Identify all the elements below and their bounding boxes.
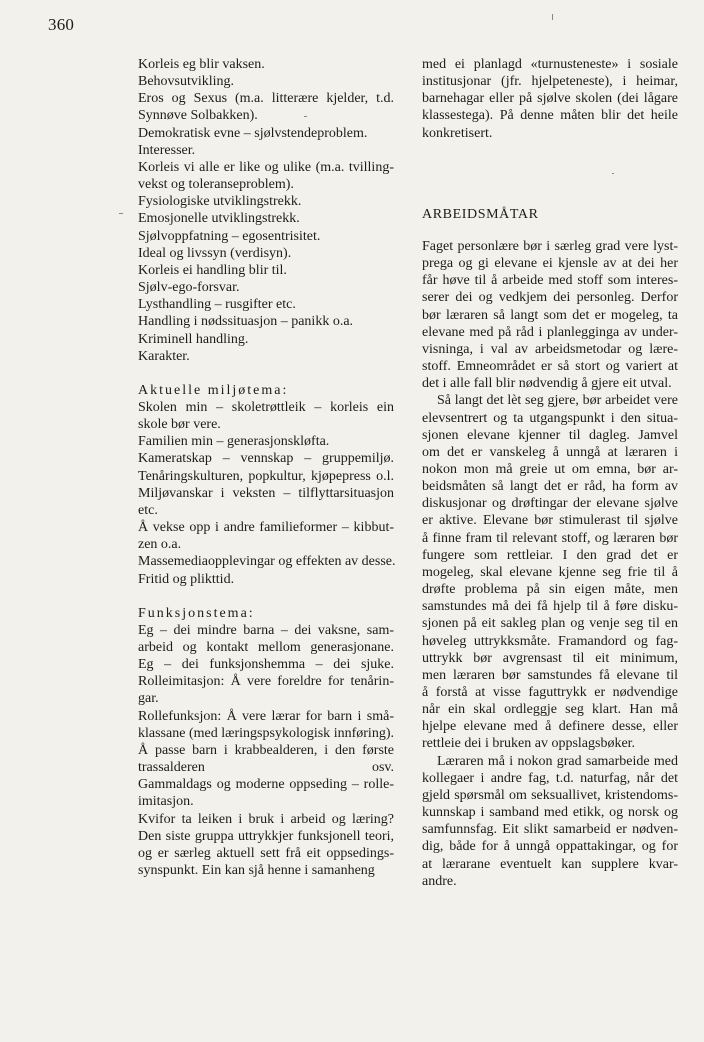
heading-aktuelle-miljotema: Aktuelle miljøtema:: [138, 382, 289, 398]
topic-line: Korleis ei handling blir til.: [138, 262, 287, 278]
topic-line: Sjølv-ego-forsvar.: [138, 280, 240, 296]
heading-funksjonstema: Funksjonstema:: [138, 605, 255, 621]
paragraph-line: kunnskap i samband med etikk, og norsk og: [422, 805, 678, 821]
left-column: [138, 56, 394, 879]
funksjon-line: gar.: [138, 691, 159, 707]
paragraph-line: hjelpe elevane med å definere desse, eller: [422, 719, 678, 735]
paragraph-line: serer dei og vedkjem dei personleg. Derfor: [422, 290, 678, 306]
paragraph-line: at lærarane eventuelt kan supplere kvar-: [422, 856, 678, 872]
funksjon-line: Gammaldags og moderne oppseding – rolle-: [138, 777, 394, 793]
paragraph-line: elevsentrert og ta utgangspunkt i den situa-: [422, 410, 678, 426]
stray-mark: [119, 213, 123, 214]
miljo-line: Skolen min – skoletrøttleik – korleis ein: [138, 399, 394, 415]
paragraph-line: mogeleg, skal elevane kjenne seg frie til å: [422, 564, 678, 580]
miljo-line: Kameratskap – vennskap – gruppemiljø.: [138, 451, 394, 467]
funksjon-line: trassalderen osv.: [138, 760, 394, 776]
topic-line: Kriminell handling.: [138, 331, 249, 347]
intro-line: institusjonar (jfr. hjelpeteneste), i heimar,: [422, 74, 678, 90]
topic-line: Emosjonelle utviklingstrekk.: [138, 211, 300, 227]
paragraph-line: andre.: [422, 873, 457, 889]
spacer: [138, 588, 394, 605]
stray-mark: [612, 173, 614, 174]
paragraph-line: samfunnsfag. Eit slikt samarbeid er nødven-: [422, 822, 678, 838]
paragraph-line: beidsmåten så langt det er råd, ha form av: [422, 479, 678, 495]
paragraph-3: [422, 753, 678, 890]
topic-line: Sjølvoppfatning – egosentrisitet.: [138, 228, 321, 244]
topic-line: Handling i nødssituasjon – panikk o.a.: [138, 314, 354, 330]
topic-line: Korleis vi alle er like og ulike (m.a. tvilling-: [138, 159, 394, 175]
miljo-line: Massemediaopplevingar og effekten av desse.: [138, 554, 396, 570]
paragraph-line: får høve til å arbeide med stoff som interes-: [422, 273, 678, 289]
paragraph-1: [422, 238, 678, 392]
paragraph-line: rettleie dei i bruken av oppslagsbøker.: [422, 736, 636, 752]
paragraph-line: gjeld spørsmål om seksuallivet, kristendoms-: [422, 787, 678, 803]
intro-line: klassestega). På denne måten blir det heile: [422, 108, 678, 124]
paragraph-line: prega og gi elevane ei kjensle av at dei her: [422, 256, 678, 272]
paragraph-line: diskusjonar og drøftingar der elevane sjølve: [422, 496, 678, 512]
paragraph-line: det i alle fall blir nødvendig å gjere eit utval.: [422, 376, 672, 392]
paragraph-line: dig, både for å unngå oppattakingar, og for: [422, 839, 678, 855]
page-number: 360: [48, 15, 75, 34]
paragraph-line: visninga, i val av arbeidsmetodar og lære-: [422, 341, 678, 357]
funksjon-line: Den siste gruppa uttrykkjer funksjonell teori,: [138, 828, 394, 844]
miljo-line: Fritid og plikttid.: [138, 571, 235, 587]
paragraph-line: elevane med på råd i planlegginga av under-: [422, 324, 678, 340]
stray-mark: [552, 14, 553, 20]
paragraph-line: å forstå at visse faguttrykk er nødvendige: [422, 685, 678, 700]
topic-line: Korleis eg blir vaksen.: [138, 57, 265, 72]
paragraph-line: sjonen på eit sakleg plan og venje seg til en: [422, 616, 678, 632]
miljo-line: Familien min – generasjonskløfta.: [138, 434, 330, 450]
paragraph-line: om det er vanskeleg å unngå at læraren i: [422, 444, 678, 460]
intro-line: konkretisert.: [422, 125, 493, 141]
topic-list: [138, 56, 394, 365]
paragraph-line: uttrykk bør avgrensast til eit minimum,: [422, 650, 678, 666]
miljo-line: Tenåringskulturen, popkultur, kjøpepress o.l.: [138, 468, 394, 484]
funksjon-line: imitasjon.: [138, 794, 194, 810]
paragraph-2: [422, 392, 678, 752]
topic-line: Karakter.: [138, 348, 190, 364]
miljo-list: [138, 399, 394, 588]
funksjon-list: [138, 622, 394, 879]
miljo-line: Å vekse opp i andre familieformer – kibbut-: [138, 520, 394, 536]
funksjon-line: Rollefunksjon: Å vere lærar for barn i små-: [138, 708, 394, 724]
spacer: [422, 223, 678, 238]
paragraph-line: høveleg uttrykksmåte. Framandord og fag-: [422, 633, 678, 649]
topic-line: Ideal og livssyn (verdisyn).: [138, 245, 292, 261]
topic-line: Interesser.: [138, 142, 196, 158]
funksjon-line: klassane (med læringspsykologisk innføring).: [138, 725, 394, 741]
paragraph-line: å finne fram til relevant stoff, og læraren bør: [422, 530, 678, 546]
right-column: [422, 56, 678, 890]
topic-line: Synnøve Solbakken).: [138, 108, 258, 124]
miljo-line: zen o.a.: [138, 537, 182, 553]
paragraph-line: men læraren bør samstundes få elevane til: [422, 667, 678, 683]
topic-line: vekst og toleranseproblem).: [138, 177, 294, 193]
topic-line: Eros og Sexus (m.a. litterære kjelder, t.d.: [138, 91, 394, 107]
funksjon-line: arbeid og kontakt mellom generasjonane.: [138, 640, 394, 655]
funksjon-line: Eg – dei funksjonshemma – dei sjuke.: [138, 657, 394, 673]
paragraph-line: bør læraren så langt som det er mogeleg, ta: [422, 307, 678, 323]
paragraph-line: fungere som rettleiar. I den grad det er: [422, 547, 678, 563]
miljo-line: etc.: [138, 502, 158, 518]
topic-line: Lysthandling – rusgifter etc.: [138, 297, 296, 313]
funksjon-line: synspunkt. Ein kan sjå henne i samanheng: [138, 863, 375, 879]
funksjon-line: Å passe barn i krabbealderen, i den første: [138, 742, 394, 758]
paragraph-line: når ein skal ordleggje seg klart. Han må: [422, 702, 678, 718]
miljo-line: Miljøvanskar i veksten – tilflyttarsituasjon: [138, 485, 394, 501]
spacer: [422, 142, 678, 206]
paragraph-line: sjonen elevane kjenner til dagleg. Jamvel: [422, 427, 678, 443]
paragraph-line: samstundes må dei få hjelp til å føre disku-: [422, 599, 678, 615]
intro-line: barnehagar eller på sjølve skolen (dei lågare: [422, 91, 678, 107]
intro-paragraph: [422, 56, 678, 142]
funksjon-line: Eg – dei mindre barna – dei vaksne, sam-: [138, 622, 394, 638]
funksjon-line: Rolleimitasjon: Å vere foreldre for tenårin-: [138, 674, 394, 690]
paragraph-line: er aktive. Elevane bør stimulerast til sjølve: [422, 513, 678, 529]
paragraph-line: Så langt det lèt seg gjere, bør arbeidet vere: [437, 393, 678, 409]
stray-mark: [304, 116, 307, 117]
funksjon-line: Kvifor ta leiken i bruk i arbeid og læring?: [138, 811, 394, 827]
paragraph-line: nokon mon må greie ut om emna, bør ar-: [422, 461, 678, 477]
topic-line: Fysiologiske utviklingstrekk.: [138, 194, 302, 210]
spacer: [138, 365, 394, 382]
paragraph-line: kollegaer i andre fag, t.d. naturfag, når det: [422, 770, 678, 786]
intro-line: med ei planlagd «turnusteneste» i sosiale: [422, 57, 678, 72]
paragraph-line: Faget personlære bør i særleg grad vere lyst-: [422, 238, 678, 254]
paragraph-line: drøfte problema på sin eigen måte, men: [422, 582, 678, 598]
miljo-line: skole bør vere.: [138, 417, 221, 433]
paragraph-line: Læraren må i nokon grad samarbeide med: [437, 753, 678, 769]
paragraph-line: stoff. Emneområdet er så stort og variert at: [422, 359, 678, 375]
funksjon-line: og er særleg aktuell sett frå eit oppsedings-: [138, 845, 394, 861]
heading-arbeidsmatar: ARBEIDSMÅTAR: [422, 206, 539, 222]
topic-line: Behovsutvikling.: [138, 74, 235, 90]
topic-line: Demokratisk evne – sjølvstendeproblem.: [138, 125, 368, 141]
